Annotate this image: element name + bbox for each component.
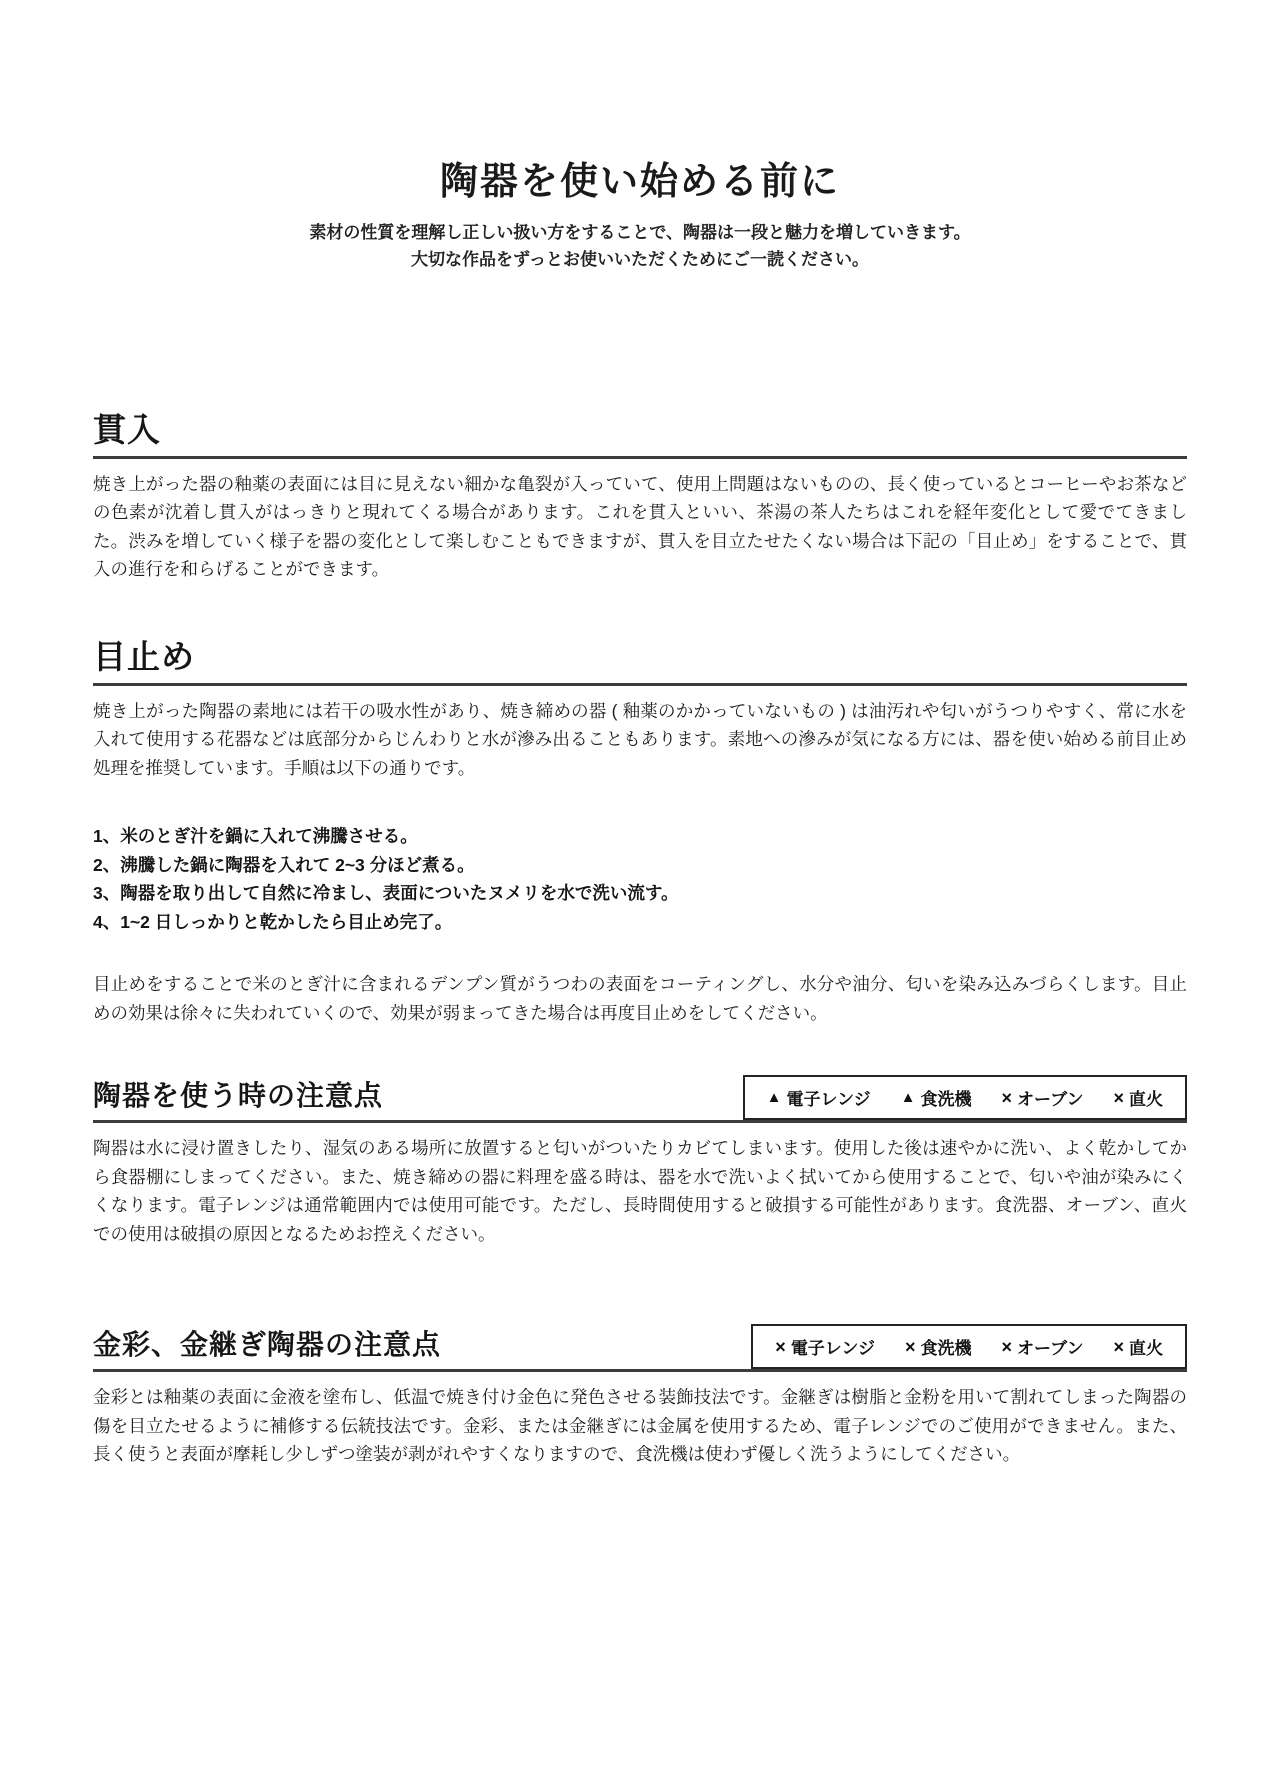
section-heading-row: [93, 1075, 1187, 1123]
section-heading-rule: [93, 638, 1187, 686]
badge-oven: [1001, 1085, 1083, 1110]
badge-label: 直火: [1129, 1090, 1163, 1110]
badge-dishwasher: [905, 1334, 972, 1359]
triangle-icon: ▲: [766, 1089, 782, 1107]
section-medome: [93, 638, 1187, 1027]
page-title: 陶器を使い始める前に: [439, 161, 840, 203]
badge-label: 食洗機: [920, 1339, 972, 1359]
section-body: 焼き上がった陶器の素地には若干の吸水性があり、焼き締めの器 ( 釉薬のかかっていないもの ) は油汚れや匂いがうつりやすく、常に水を入れて使用する花器などは底部分からじんわりと水が滲み出ることもあります。素地への滲みが気になる方には、器を使い始める前目止め処理を推奨しています。手順は以下の通りです。: [93, 700, 1187, 778]
subtitle-line-2: 大切な作品をずっとお使いいただくためにご一読ください。: [411, 250, 869, 269]
page-subtitle: [93, 219, 1187, 273]
section-heading: 金彩、金継ぎ陶器の注意点: [93, 1329, 442, 1361]
section-body: 金彩とは釉薬の表面に金液を塗布し、低温で焼き付け金色に発色させる装飾技法です。金継ぎは樹脂と金粉を用いて割れてしまった陶器の傷を目立たせるように補修する伝統技法です。金彩、または金継ぎには金属を使用するため、電子レンジでのご使用ができません。また、長く使うと表面が摩耗し少しずつ塗装が剥がれやすくなりますので、食洗機は使わず優しく洗うようにしてください。: [93, 1387, 1187, 1465]
step-item-1: 1、米のとぎ汁を鍋に入れて沸騰させる。: [93, 826, 418, 847]
cross-icon: ×: [1001, 1087, 1012, 1108]
badge-open-flame: [1113, 1334, 1163, 1359]
cross-icon: ×: [775, 1336, 786, 1357]
badge-open-flame: [1113, 1085, 1163, 1110]
section-usage-cautions: [93, 1075, 1187, 1248]
subtitle-line-1: 素材の性質を理解し正しい扱い方をすることで、陶器は一段と魅力を増していきます。: [309, 223, 971, 242]
section-heading-rule: [93, 411, 1187, 459]
appliance-caution-box: [751, 1324, 1187, 1369]
badge-label: 電子レンジ: [786, 1090, 871, 1110]
cross-icon: ×: [1113, 1336, 1124, 1357]
section-heading-row: [93, 1324, 1187, 1372]
badge-label: 電子レンジ: [790, 1339, 875, 1359]
badge-label: オーブン: [1017, 1339, 1084, 1359]
step-item-4: 4、1~2 日しっかりと乾かしたら目止め完了。: [93, 911, 453, 932]
cross-icon: ×: [904, 1336, 916, 1357]
cross-icon: ×: [1001, 1336, 1012, 1357]
appliance-caution-box: [743, 1075, 1187, 1120]
badge-dishwasher: [901, 1085, 972, 1110]
section-kannyu: [93, 411, 1187, 584]
section-heading: 陶器を使う時の注意点: [93, 1080, 384, 1112]
triangle-icon: ▲: [900, 1089, 916, 1107]
section-body: 陶器は水に浸け置きしたり、湿気のある場所に放置すると匂いがついたりカビてしまいます。使用した後は速やかに洗い、よく乾かしてから食器棚にしまってください。また、焼き締めの器に料理を盛る時は、器を水で洗いよく拭いてから使用することで、匂いや油が染みにくくなります。電子レンジは通常範囲内では使用可能です。ただし、長時間使用すると破損する可能性があります。食洗器、オーブン、直火での使用は破損の原因となるためお控えください。: [93, 1138, 1187, 1244]
badge-microwave: [775, 1334, 875, 1359]
section-kinsai-kintsugi-cautions: [93, 1324, 1187, 1469]
section-body: 焼き上がった器の釉薬の表面には目に見えない細かな亀裂が入っていて、使用上問題はないものの、長く使っているとコーヒーやお茶などの色素が沈着し貫入がはっきりと現れてくる場合があります。これを貫入といい、茶湯の茶人たちはこれを経年変化として愛でてきました。渋みを増していく様子を器の変化として楽しむこともできますが、貫入を目立たせたくない場合は下記の「目止め」をすることで、貫入の進行を和らげることができます。: [93, 473, 1187, 580]
cross-icon: ×: [1113, 1087, 1124, 1108]
step-item-2: 2、沸騰した鍋に陶器を入れて 2~3 分ほど煮る。: [93, 854, 475, 875]
badge-label: 食洗機: [920, 1090, 972, 1110]
medome-steps-list: [93, 822, 1187, 936]
section-heading: 目止め: [93, 637, 195, 675]
section-heading: 貫入: [93, 411, 161, 448]
badge-microwave: [767, 1085, 871, 1110]
step-item-3: 3、陶器を取り出して自然に冷まし、表面についたヌメリを水で洗い流す。: [93, 883, 679, 904]
document-header: [93, 0, 1187, 273]
badge-oven: [1001, 1334, 1083, 1359]
badge-label: 直火: [1129, 1339, 1163, 1359]
badge-label: オーブン: [1017, 1090, 1084, 1110]
section-body-2: 目止めをすることで米のとぎ汁に含まれるデンプン質がうつわの表面をコーティングし、水分や油分、匂いを染み込みづらくします。目止めの効果は徐々に失われていくので、効果が弱まってきた場合は再度目止めをしてください。: [93, 974, 1187, 1023]
